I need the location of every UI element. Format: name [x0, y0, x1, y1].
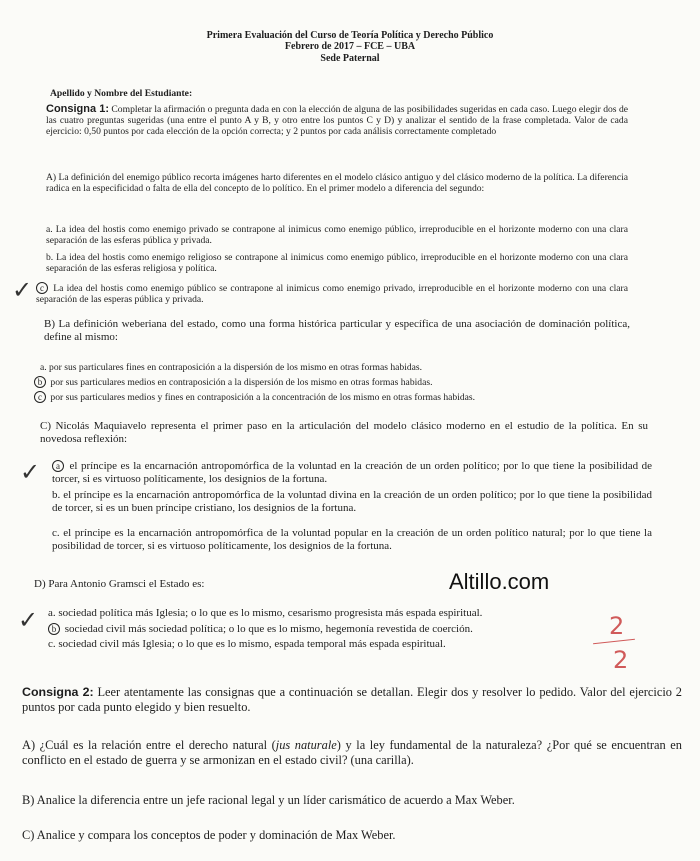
- question-d-option-b-text: sociedad civil más sociedad política; o lo que es lo mismo, hegemonía revestida de coerción.: [62, 623, 473, 635]
- question-b-prompt: B) La definición weberiana del estado, como una forma histórica particular y específica de una asociación de dominación política, define al mismo:: [44, 318, 630, 344]
- handwritten-check-icon: ✓: [12, 276, 33, 304]
- question-a-option-a: a. La idea del hostis como enemigo privado se contrapone al inimicus como enemigo público, irreproducible en el horizonte moderno con una clara separación de las esferas pública y privada.: [46, 224, 628, 247]
- question-c-prompt: C) Nicolás Maquiavelo representa el primer paso en la articulación del modelo clásico moderno en el estudio de la política. En su novedosa reflexión:: [40, 420, 648, 446]
- exam-venue: Sede Paternal: [320, 53, 380, 64]
- consigna-1: [46, 104, 628, 138]
- question-d-option-c: c. sociedad civil más Iglesia; o lo que es lo mismo, espada temporal más espada espiritual.: [48, 638, 446, 650]
- exam-title: Primera Evaluación del Curso de Teoría Política y Derecho Público: [206, 30, 494, 41]
- question-b-option-c: [34, 391, 632, 403]
- consigna-2-question-c: C) Analice y compara los conceptos de poder y dominación de Max Weber.: [22, 828, 396, 842]
- consigna-2: [22, 685, 682, 715]
- question-a-option-c-text: La idea del hostis como enemigo público se contrapone al inimicus como enemigo privado, irreproducible en el horizonte moderno con una clara separación de las esperas pública y privada.: [36, 283, 628, 306]
- circled-answer-c-a: a: [52, 460, 64, 472]
- question-a-option-b: b. La idea del hostis como enemigo religioso se contrapone al inimicus como enemigo público, irreproducible en el horizonte moderno con una clara separación de las esferas religiosa y política.: [46, 252, 628, 275]
- question-d-option-a: a. sociedad política más Iglesia; o lo que es lo mismo, cesarismo progresista más espada espiritual.: [48, 607, 483, 619]
- consigna-2-question-a: [22, 738, 682, 768]
- student-name-label: Apellido y Nombre del Estudiante:: [50, 88, 193, 99]
- question-a-prompt: A) La definición del enemigo público recorta imágenes harto diferentes en el modelo clásico antiguo y del clásico moderno de la política. La diferencia radica en la especificidad o falta de ella del concepto de lo político. En el primer modelo a diferencia del segundo:: [46, 172, 628, 195]
- exam-date: Febrero de 2017 – FCE – UBA: [284, 41, 416, 52]
- circled-answer-a-c: c: [36, 282, 48, 294]
- handwritten-check-icon: ✓: [20, 458, 41, 486]
- consigna-1-title: Consigna 1:: [46, 103, 109, 115]
- consigna-2-question-a-post: ) y la ley fundamental de la naturaleza? ¿Por qué se encuentran en conflicto en el estado de guerra y se armonizan en el estado civil? (una carilla).: [22, 738, 682, 767]
- question-b-option-b-text: por sus particulares medios en contraposición a la dispersión de los mismo en otras formas habidas.: [48, 377, 433, 388]
- question-b-option-a: a. por sus particulares fines en contraposición a la dispersión de los mismo en otras formas habidas.: [40, 362, 423, 373]
- handwritten-check-icon: ✓: [18, 606, 39, 634]
- question-c-option-a: [52, 460, 652, 487]
- question-a-option-c: [36, 282, 628, 305]
- question-c-option-c: c. el príncipe es la encarnación antropomórfica de la voluntad popular en la creación de un orden político natural; por lo que tiene la posibilidad de torcer, si es virtuoso políticamente, los designios de la fortuna.: [52, 527, 652, 553]
- consigna-2-title: Consigna 2:: [22, 685, 94, 699]
- question-c-option-b: b. el príncipe es la encarnación antropomórfica de la voluntad divina en la creación de un orden político; por lo que tiene la posibilidad de torcer, si es un buen príncipe cristiano, los designios de la fortuna.: [52, 489, 652, 515]
- question-b-option-b: [34, 376, 632, 388]
- consigna-2-question-a-latin: jus naturale: [275, 738, 337, 752]
- circled-answer-b-c: c: [34, 391, 46, 403]
- consigna-2-question-b: B) Analice la diferencia entre un jefe racional legal y un líder carismático de acuerdo a Max Weber.: [22, 793, 515, 807]
- question-c-option-a-text: el príncipe es la encarnación antropomórfica de la voluntad en la creación de un orden político; por lo que tiene la posibilidad de torcer, si es virtuoso políticamente, los designios de la fortuna.: [52, 460, 652, 486]
- grade-numerator: 2: [609, 612, 625, 640]
- circled-answer-b-b: b: [34, 376, 46, 388]
- grade-denominator: 2: [613, 646, 629, 674]
- circled-answer-d-b: b: [48, 623, 60, 635]
- question-d-prompt: D) Para Antonio Gramsci el Estado es:: [34, 578, 205, 590]
- question-d-option-b: [48, 623, 608, 636]
- question-b-option-c-text: por sus particulares medios y fines en contraposición a la concentración de los mismo en otras formas habidas.: [48, 392, 476, 403]
- consigna-2-question-a-pre: A) ¿Cuál es la relación entre el derecho natural (: [22, 738, 276, 752]
- consigna-2-text: Leer atentamente las consignas que a continuación se detallan. Elegir dos y resolver lo pedido. Valor del ejercicio 2 puntos por cada punto elegido y bien resuelto.: [22, 685, 682, 714]
- watermark: Altillo.com: [449, 569, 550, 594]
- consigna-1-text: Completar la afirmación o pregunta dada en con la elección de alguna de las posibilidades sugeridas en cada caso. Luego elegir dos de las cuatro preguntas sugeridas (una entre el punto A y B, y otro entre los puntos C y D) y analizar el sentido de la frase completada. Valor de cada ejercicio: 0,50 puntos por cada elección de la opción correcta; y 2 puntos por cada análisis correctamente completado: [46, 104, 628, 138]
